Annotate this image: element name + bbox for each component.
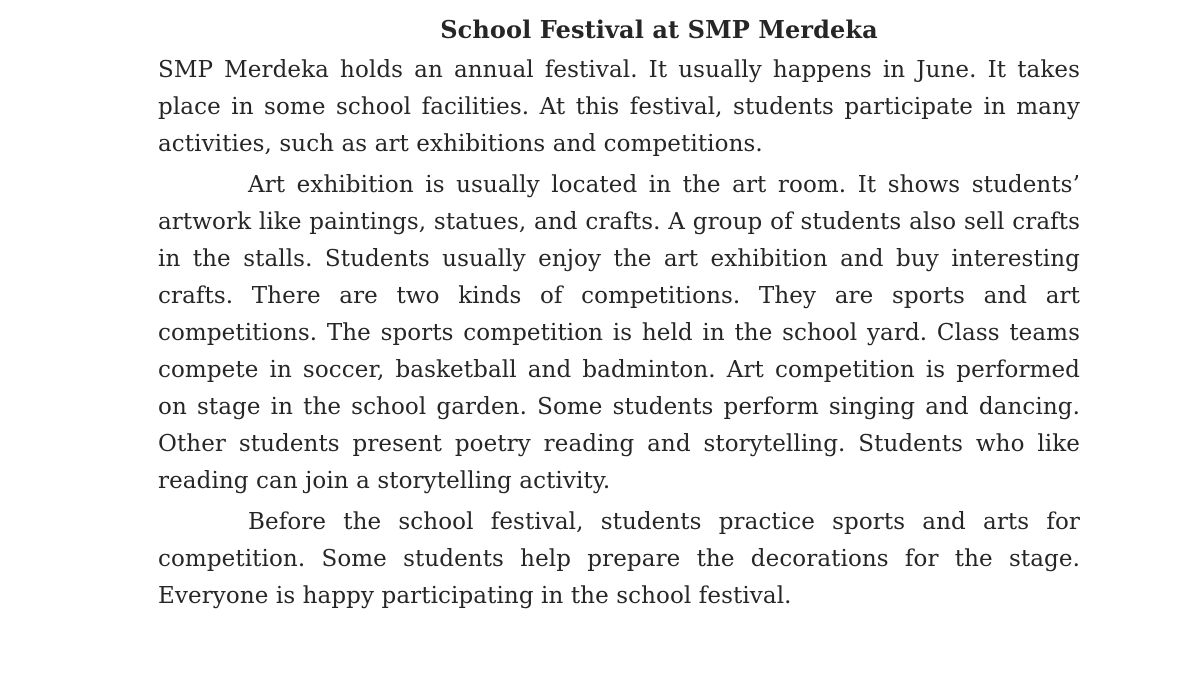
- paragraph-preparation: Before the school festival, students practice sports and arts for competition. Some students help prepare the decorations for the stage. Everyone is happy participating in the school festival.: [158, 509, 1080, 609]
- document-page: [158, 12, 1080, 615]
- document-title: School Festival at SMP Merdeka: [440, 15, 878, 44]
- paragraph-activities: Art exhibition is usually located in the art room. It shows students’ artwork like paintings, statues, and crafts. A group of students also sell crafts in the stalls. Students usually enjoy the art exhibition and buy interesting crafts. There are two kinds of competitions. They are sports and art competitions. The sports competition is held in the school yard. Class teams compete in soccer, basketball and badminton. Art competition is performed on stage in the school garden. Some students perform singing and dancing. Other students present poetry reading and storytelling. Students who like reading can join a storytelling activity.: [158, 172, 1080, 494]
- paragraph-intro: SMP Merdeka holds an annual festival. It usually happens in June. It takes place in some school facilities. At this festival, students participate in many activities, such as art exhibitions and competitions.: [158, 57, 1080, 157]
